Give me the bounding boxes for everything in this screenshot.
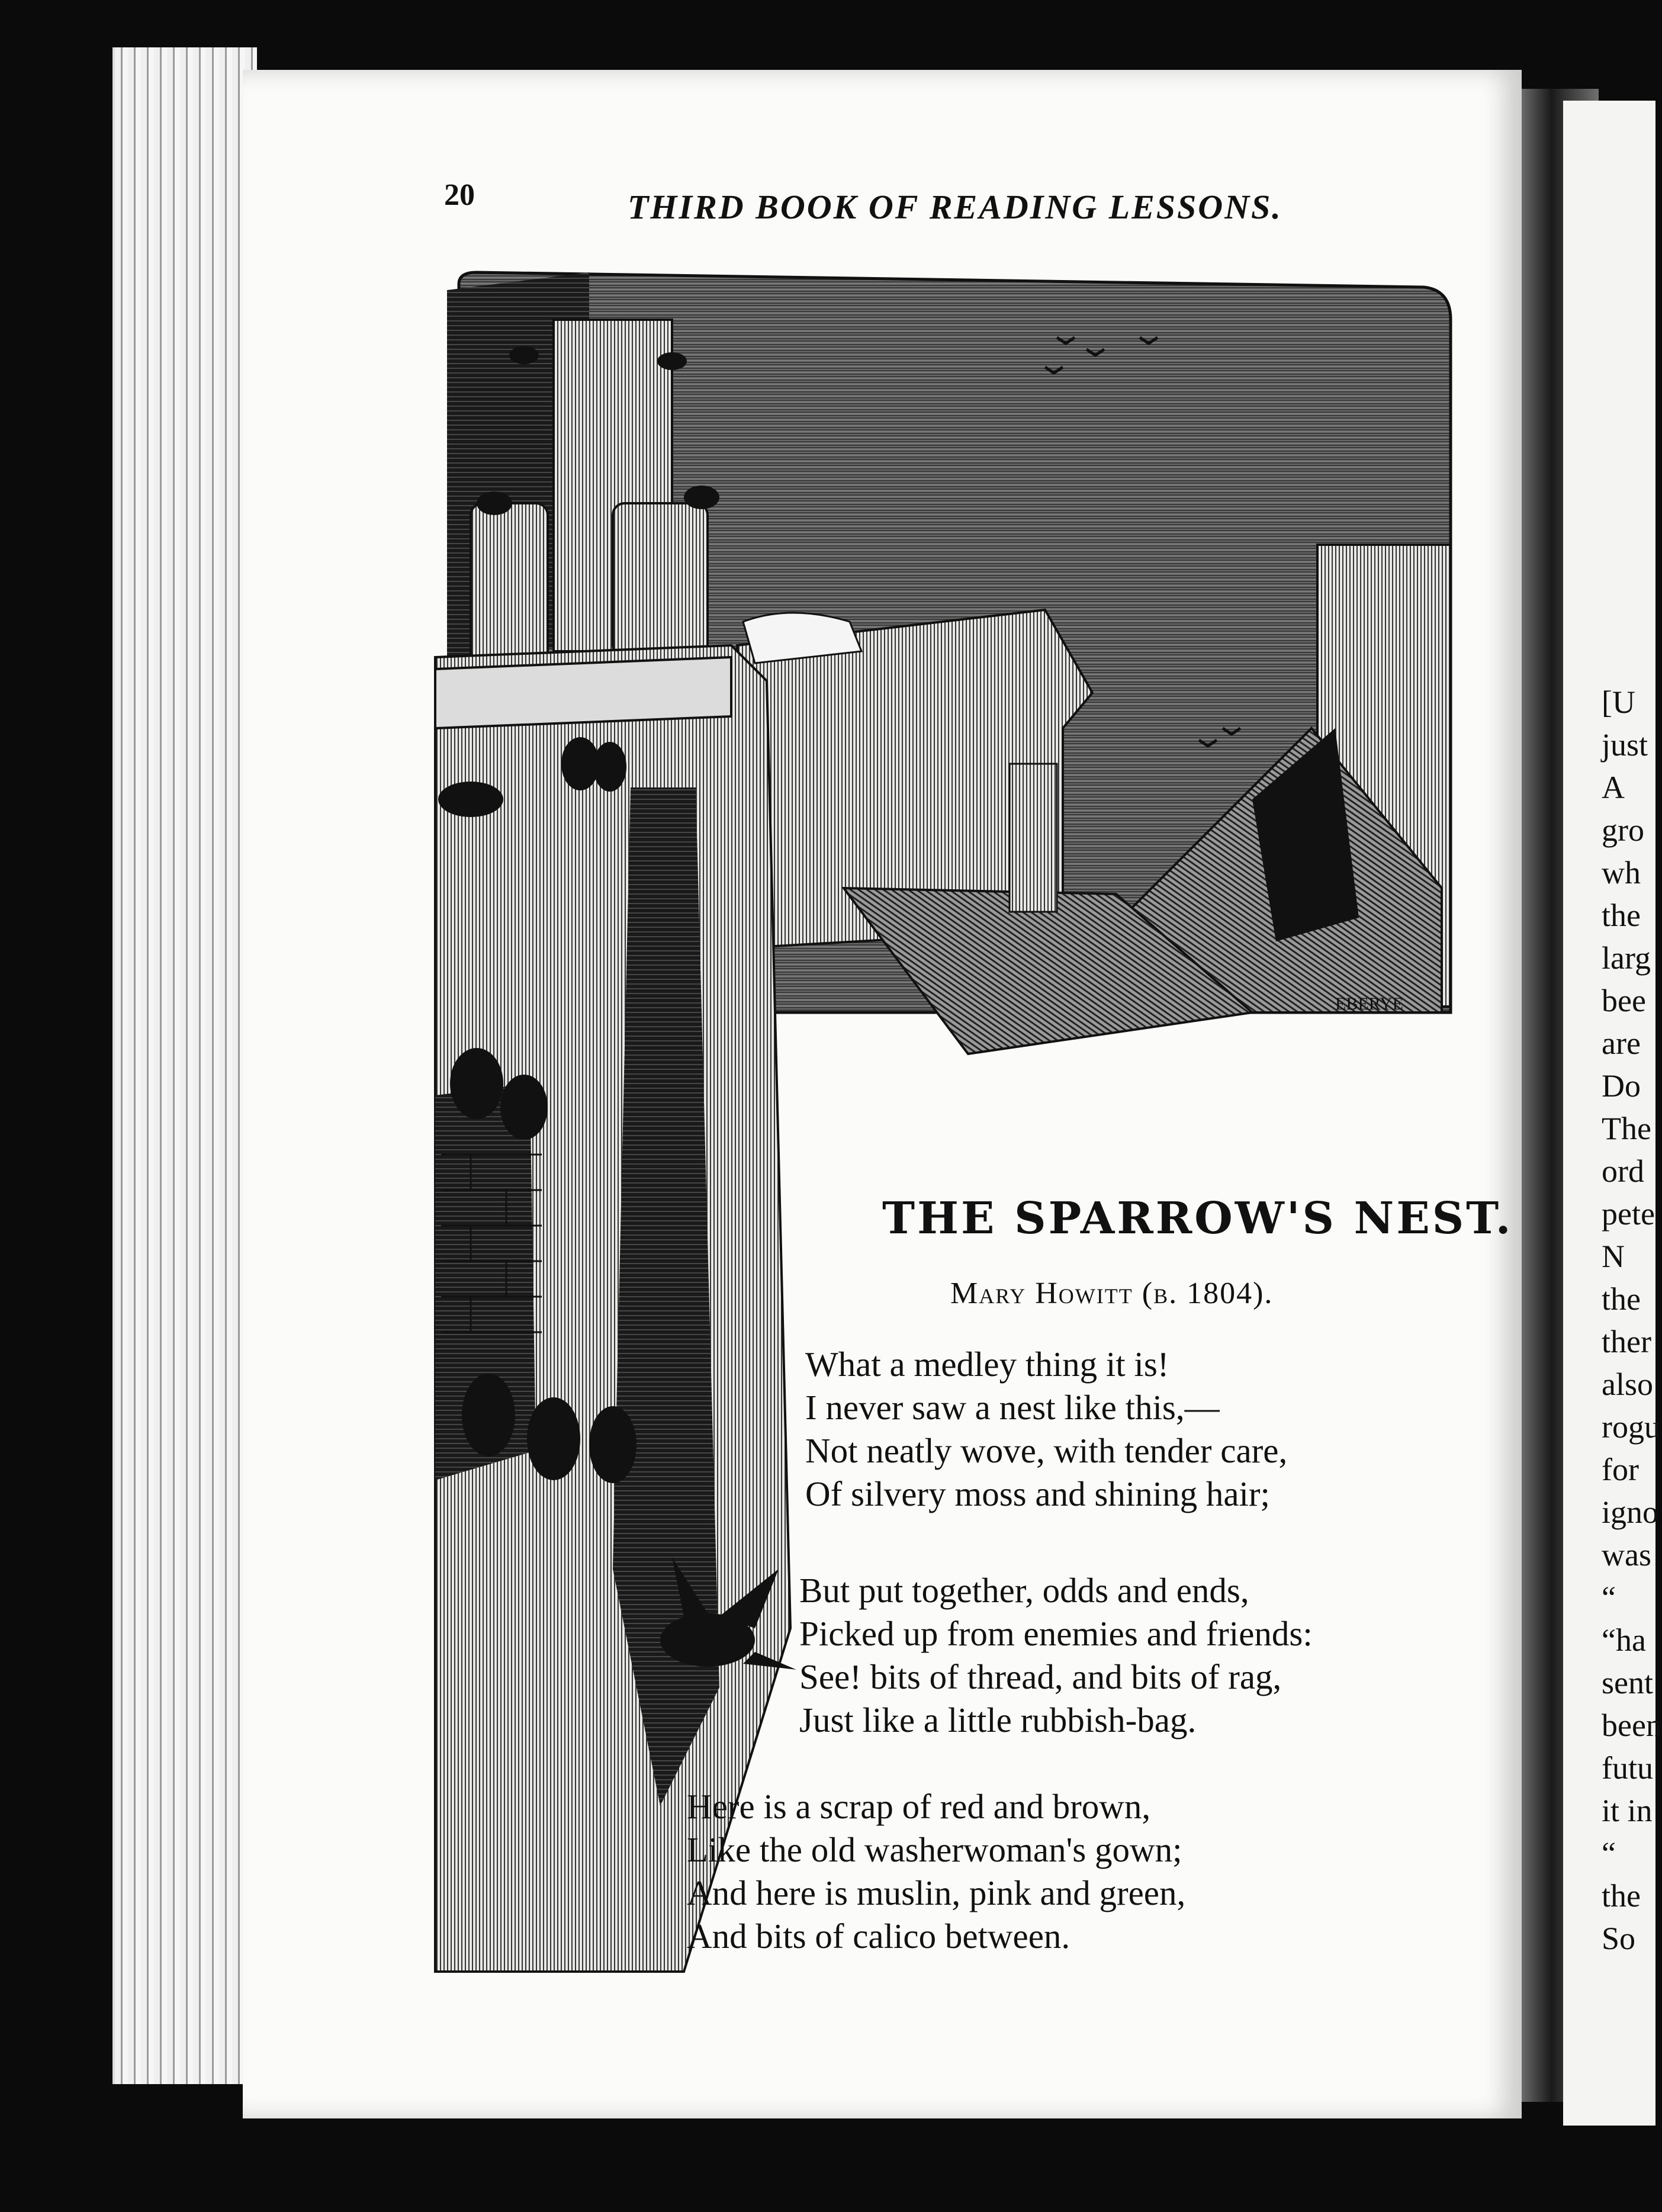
facing-page-line: futu (1602, 1750, 1653, 1786)
facing-page-line: it in (1602, 1793, 1653, 1828)
facing-page-line: been (1602, 1708, 1662, 1743)
facing-page-line: [U (1602, 684, 1635, 720)
facing-page-text (1602, 681, 1662, 1960)
facing-page-line: was (1602, 1537, 1651, 1573)
poem-line: Like the old washerwoman's gown; (687, 1830, 1182, 1869)
facing-page-line: sent (1602, 1665, 1653, 1700)
facing-page-line: ord (1602, 1153, 1644, 1189)
book-page-edges (112, 47, 257, 2084)
facing-page-line: wh (1602, 855, 1641, 890)
poem-line: Here is a scrap of red and brown, (687, 1787, 1151, 1826)
poem-author: Mary Howitt (b. 1804). (950, 1277, 1274, 1310)
poem-line: But put together, odds and ends, (799, 1571, 1249, 1610)
facing-page-line: bee (1602, 983, 1646, 1018)
facing-page-line: A (1602, 770, 1625, 805)
running-header: THIRD BOOK OF READING LESSONS. (628, 188, 1282, 226)
facing-page-line: N (1602, 1239, 1625, 1274)
facing-page-line: “ha (1602, 1622, 1646, 1658)
poem-line: What a medley thing it is! (805, 1345, 1169, 1384)
poem-line: And here is muslin, pink and green, (687, 1873, 1186, 1912)
facing-page-line: larg (1602, 940, 1651, 976)
poem-line: And bits of calico between. (687, 1917, 1071, 1956)
poem-line: I never saw a nest like this,— (805, 1388, 1220, 1427)
poem-line: Just like a little rubbish-bag. (799, 1700, 1197, 1740)
facing-page-line: the (1602, 1878, 1641, 1914)
facing-page-line: the (1602, 898, 1641, 933)
poem-line: Picked up from enemies and friends: (799, 1614, 1313, 1653)
facing-page-line: gro (1602, 812, 1644, 848)
engraver-signature: EBERYE (1335, 994, 1404, 1014)
poem-line: Not neatly wove, with tender care, (805, 1431, 1288, 1470)
poem-title: THE SPARROW'S NEST. (882, 1193, 1513, 1244)
facing-page-line: just (1602, 727, 1648, 763)
facing-page-line: igno (1602, 1494, 1659, 1530)
poem-stanza (799, 1569, 1313, 1742)
poem-stanza (687, 1785, 1185, 1958)
poem-line: See! bits of thread, and bits of rag, (799, 1657, 1282, 1696)
facing-page-line: the (1602, 1281, 1641, 1317)
page-number: 20 (444, 178, 475, 212)
poem-line: Of silvery moss and shining hair; (805, 1474, 1270, 1513)
facing-page-line: rogu (1602, 1409, 1660, 1445)
facing-page-line: So (1602, 1921, 1636, 1956)
facing-page-line: ther (1602, 1324, 1651, 1359)
facing-page-line: for (1602, 1452, 1639, 1487)
facing-page-line: The (1602, 1111, 1651, 1146)
poem-stanza (805, 1343, 1287, 1516)
facing-page-line: pete (1602, 1196, 1655, 1232)
facing-page-line: “ (1602, 1580, 1616, 1615)
facing-page-line: also (1602, 1367, 1653, 1402)
facing-page-line: are (1602, 1025, 1641, 1061)
facing-page-line: Do (1602, 1068, 1641, 1104)
facing-page-line: “ (1602, 1835, 1616, 1871)
